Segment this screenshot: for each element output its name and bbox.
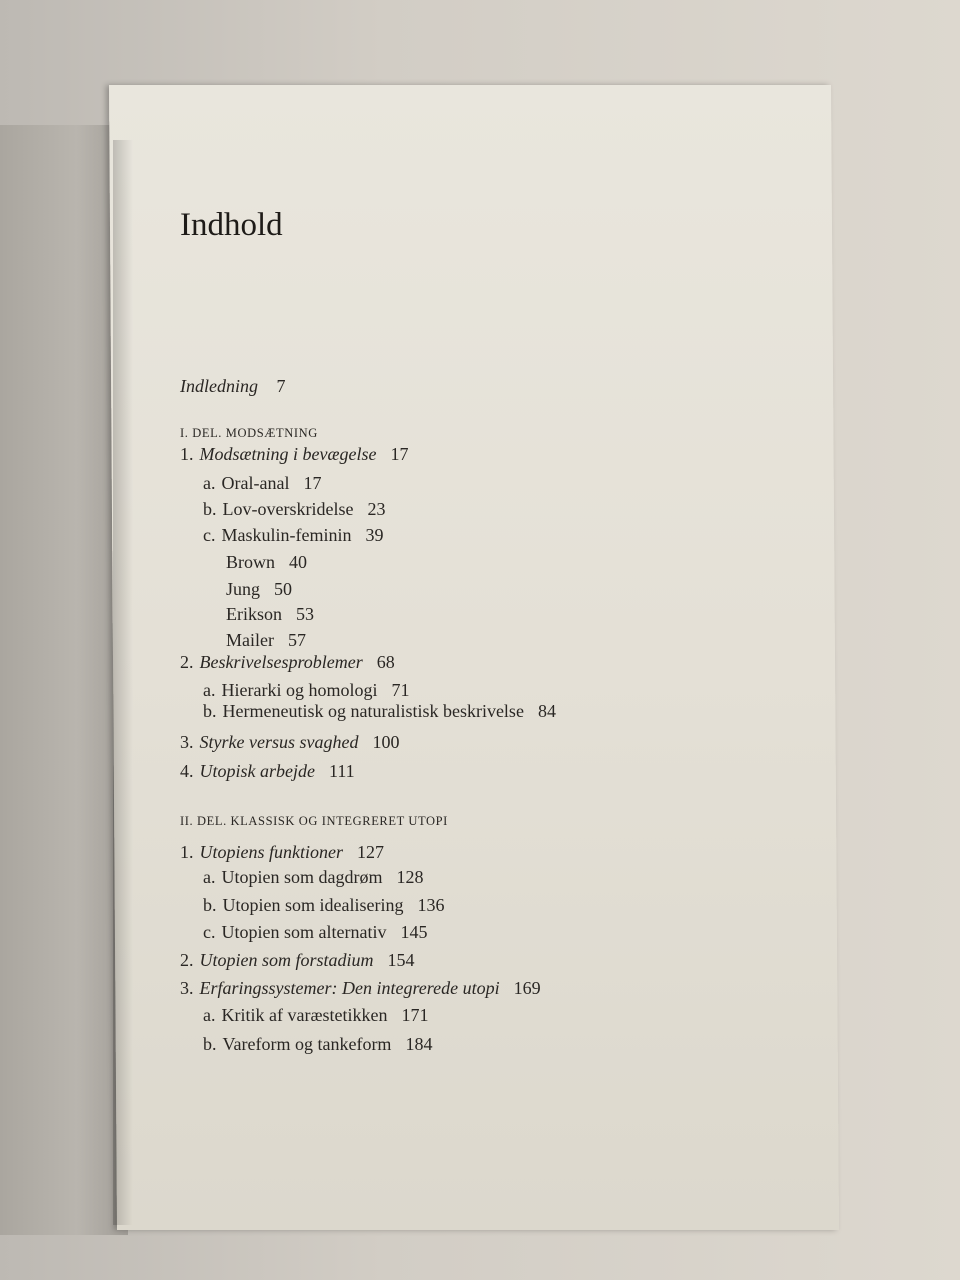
entry-page: 184 [405, 1034, 433, 1054]
entry-page: 17 [390, 444, 409, 464]
entry-title: Brown [226, 552, 275, 572]
part-heading: I. DEL. MODSÆTNING [180, 426, 318, 440]
entry-number: b. [203, 1034, 217, 1054]
entry-number: c. [203, 525, 216, 545]
toc-entry [203, 895, 444, 916]
toc-entry [203, 867, 423, 888]
toc-entry [203, 473, 321, 494]
entry-title: Modsætning i bevægelse [199, 444, 377, 464]
entry-number: a. [203, 1005, 216, 1025]
entry-page: 100 [372, 732, 400, 752]
entry-title: Hermeneutisk og naturalistisk beskrivelse [222, 701, 524, 721]
entry-title: Beskrivelsesproblemer [199, 652, 363, 672]
entry-page: 40 [289, 552, 307, 572]
entry-title: Utopisk arbejde [199, 761, 315, 781]
entry-title: Styrke versus svaghed [199, 732, 359, 752]
entry-page: 53 [296, 604, 314, 624]
entry-title: Maskulin-feminin [221, 525, 352, 545]
entry-number: 1. [180, 842, 194, 862]
entry-page: 169 [513, 978, 541, 998]
toc-entry [226, 604, 314, 625]
entry-number: 1. [180, 444, 194, 464]
entry-title: Vareform og tankeform [222, 1034, 392, 1054]
entry-title: Utopien som forstadium [199, 950, 374, 970]
toc-entry [180, 950, 415, 971]
toc-entry-intro [180, 376, 286, 397]
toc-entry [226, 552, 307, 573]
entry-page: 17 [303, 473, 322, 493]
entry-title: Utopiens funktioner [199, 842, 343, 862]
entry-title: Utopien som dagdrøm [221, 867, 383, 887]
entry-page: 145 [400, 922, 428, 942]
entry-number: a. [203, 867, 216, 887]
toc-entry [226, 630, 306, 651]
entry-page: 111 [328, 761, 355, 781]
entry-number: 3. [180, 978, 194, 998]
entry-title: Utopien som alternativ [221, 922, 387, 942]
entry-number: 3. [180, 732, 194, 752]
entry-title: Mailer [226, 630, 274, 650]
entry-title: Kritik af varæstetikken [221, 1005, 388, 1025]
entry-page: 23 [367, 499, 386, 519]
entry-number: b. [203, 499, 217, 519]
entry-page: 71 [391, 680, 410, 700]
entry-page: 50 [274, 579, 293, 599]
toc-entry [203, 1005, 428, 1026]
entry-page: 7 [276, 376, 286, 396]
toc-entry [203, 922, 427, 943]
entry-number: 2. [180, 652, 194, 672]
entry-title: Erikson [226, 604, 282, 624]
entry-title: Lov-overskridelse [222, 499, 354, 519]
entry-page: 136 [417, 895, 445, 915]
entry-title: Oral-anal [221, 473, 290, 493]
toc-entry [203, 680, 409, 701]
part-heading: II. DEL. KLASSISK OG INTEGRERET UTOPI [180, 814, 448, 828]
entry-number: b. [203, 895, 217, 915]
entry-page: 68 [376, 652, 395, 672]
toc-entry [180, 444, 408, 465]
entry-number: b. [203, 701, 217, 721]
entry-number: a. [203, 473, 216, 493]
entry-page: 57 [287, 630, 306, 650]
toc-entry [226, 579, 292, 600]
entry-number: c. [203, 922, 216, 942]
entry-page: 171 [401, 1005, 429, 1025]
toc-entry [180, 732, 399, 753]
entry-title: Erfaringssystemer: Den integrerede utopi [199, 978, 500, 998]
left-page [0, 125, 128, 1235]
toc-entry [203, 499, 385, 520]
toc-entry [180, 842, 384, 863]
toc-entry [180, 761, 355, 782]
toc-entry [180, 652, 395, 673]
entry-page: 154 [387, 950, 415, 970]
entry-title: Jung [226, 579, 261, 599]
toc-entry [203, 1034, 432, 1055]
entry-title: Hierarki og homologi [221, 680, 378, 700]
book-gutter [113, 140, 133, 1225]
entry-number: a. [203, 680, 216, 700]
entry-number: 2. [180, 950, 194, 970]
toc-entry [203, 525, 383, 546]
entry-title: Utopien som idealisering [222, 895, 404, 915]
entry-title: Indledning [180, 376, 258, 396]
toc-entry [203, 701, 556, 722]
page-title: Indhold [180, 207, 283, 243]
entry-page: 39 [365, 525, 384, 545]
entry-page: 128 [396, 867, 424, 887]
entry-number: 4. [180, 761, 194, 781]
toc-entry [180, 978, 541, 999]
entry-page: 127 [356, 842, 384, 862]
entry-page: 84 [537, 701, 556, 721]
